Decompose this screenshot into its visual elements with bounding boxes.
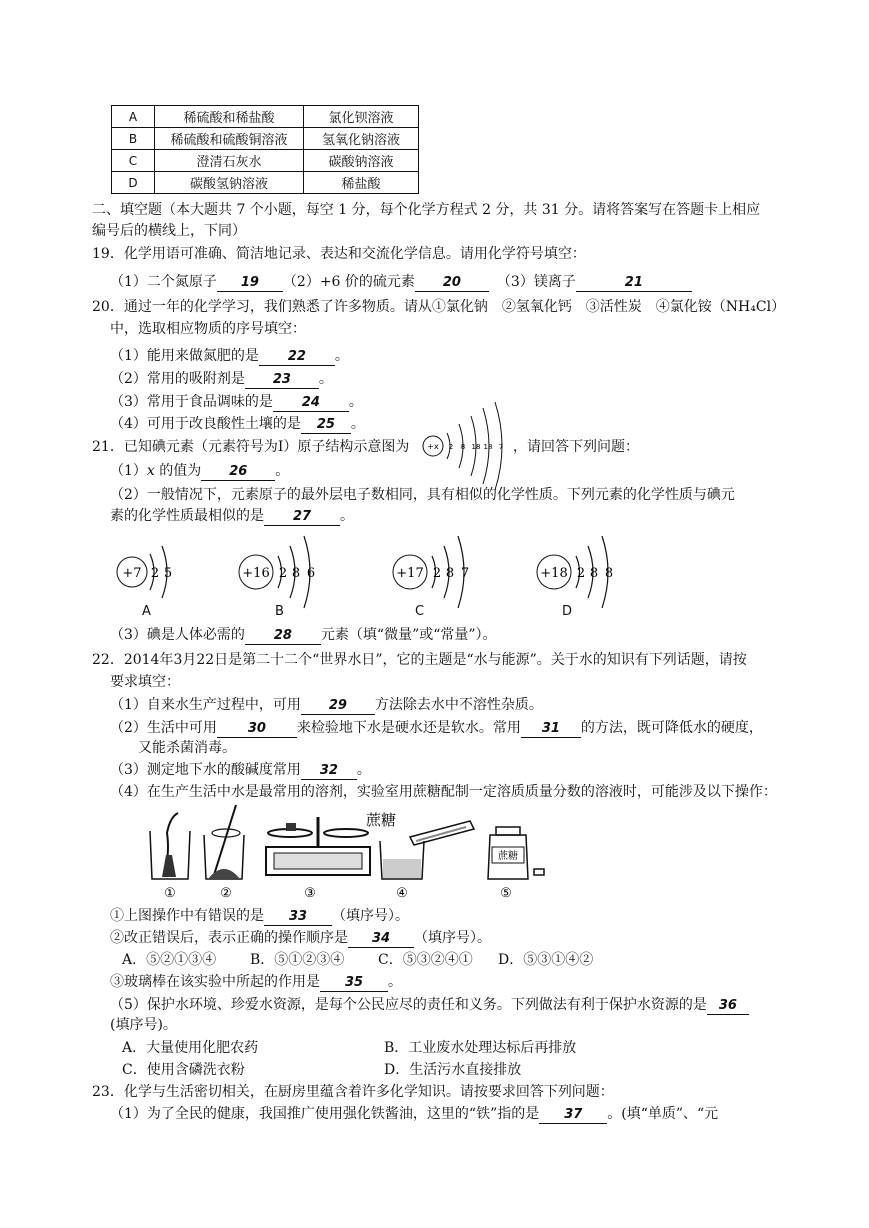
answer-blank-28[interactable]: 28 (245, 628, 321, 645)
operation-3-balance (266, 811, 396, 901)
iodine-shell-3: 18 (471, 443, 481, 451)
shell-d-1: 2 (576, 566, 586, 581)
q22-sub5-prefix: （5）保护水环境、珍爱水资源，是每个公民应尽的责任和义务。下列做法有利于保护水资源的是 (110, 997, 707, 1013)
period: 。 (388, 974, 402, 990)
fig-label-4: ④ (396, 886, 408, 901)
shell-c-2: 8 (445, 566, 455, 581)
q19-part3: （3）镁离子 (496, 274, 576, 290)
fig-label-5: ⑤ (500, 886, 512, 901)
choice-b: B．⑤①②③④ (250, 952, 345, 968)
q22-sub1 (110, 695, 543, 715)
answer-blank-35[interactable]: 35 (320, 975, 388, 992)
q21-sub2b-text: 素的化学性质最相似的是 (110, 508, 264, 524)
q21-stem-b: ，请回答下列问题： (513, 439, 639, 455)
answer-blank-25[interactable]: 25 (301, 417, 351, 434)
operation-2-dissolve (204, 805, 244, 901)
q22-item2-suffix: （填序号）。 (414, 930, 491, 946)
answer-blank-32[interactable]: 32 (301, 763, 357, 780)
nucleus-d: +18 (540, 566, 568, 581)
period: 。 (318, 371, 333, 387)
q20-stem1: 20．通过一年的化学学习，我们熟悉了许多物质。请从①氯化钠 ②氢氧化钙 ③活性炭 ④氯化铵（NH₄Cl） (92, 299, 786, 315)
q20-stem2: 中，选取相应物质的序号填空： (110, 321, 306, 337)
q22-sub2 (110, 718, 763, 738)
q21-sub3-prefix: （3）碘是人体必需的 (110, 627, 245, 643)
q22-sub1-prefix: （1）自来水生产过程中，可用 (110, 697, 301, 713)
shell-a-1: 2 (150, 566, 160, 581)
answer-blank-37[interactable]: 37 (539, 1107, 607, 1124)
q22-item2-prefix: ②改正错误后，表示正确的操作顺序是 (110, 930, 348, 946)
iodine-shell-5: 7 (498, 443, 504, 451)
q20-sub2 (110, 369, 333, 389)
iodine-shell-1: 2 (448, 443, 454, 451)
q22-sub5-cont: (填序号)。 (110, 1017, 177, 1033)
q21-sub3 (110, 625, 497, 645)
q22-item2 (110, 928, 491, 948)
shell-d-3: 8 (604, 566, 614, 581)
jar-label: 蔗糖 (498, 851, 518, 862)
q23-sub1 (110, 1104, 718, 1124)
q21-sub1 (110, 461, 289, 481)
shell-b-3: 6 (306, 566, 316, 581)
q23-sub1-prefix: （1）为了全民的健康，我国推广使用强化铁酱油，这里的“铁”指的是 (110, 1106, 540, 1122)
q23-sub1-suffix: 。(填“单质”、“元 (607, 1106, 719, 1122)
q22-sub3 (110, 760, 371, 780)
answer-blank-31[interactable]: 31 (521, 721, 581, 738)
q22-opts-row1 (122, 1038, 576, 1058)
opt5-b: B．工业废水处理达标后再排放 (384, 1040, 577, 1056)
fig-label-1: ① (164, 886, 176, 901)
answer-blank-23[interactable]: 23 (245, 372, 319, 389)
q22-sub5 (110, 995, 749, 1015)
opt5-a: A．大量使用化肥农药 (122, 1040, 259, 1056)
option-a: 稀硫酸和稀盐酸 (155, 106, 304, 128)
q22-item1-prefix: ①上图操作中有错误的是 (110, 908, 264, 924)
table-row (112, 106, 419, 128)
table-row (112, 172, 419, 194)
option-key: A (112, 106, 155, 128)
q22-sub2-mid: 来检验地下水是硬水还是软水。常用 (296, 720, 521, 736)
q20-sub4-text: （4）可用于改良酸性土壤的是 (110, 416, 301, 432)
q22-item3 (110, 972, 402, 992)
nucleus-b: +16 (242, 566, 270, 581)
answer-blank-19[interactable]: 19 (217, 275, 283, 292)
q19-parts (110, 272, 692, 292)
iodine-nucleus: +x (427, 442, 439, 451)
option-table (111, 105, 419, 194)
nucleus-a: +7 (122, 566, 142, 581)
variable-x: x (146, 463, 155, 479)
q20-sub3-text: （3）常用于食品调味的是 (110, 394, 273, 410)
table-row (112, 128, 419, 150)
option-b: 稀盐酸 (304, 172, 419, 194)
option-a: 澄清石灰水 (155, 150, 304, 172)
q19-part2: （2）+6 价的硫元素 (282, 274, 415, 290)
shell-a-2: 5 (163, 566, 173, 581)
atom-diagram-a (112, 534, 192, 618)
q22-stem1: 22．2014年3月22日是第二十二个“世界水日”，它的主题是“水与能源”。关于水的知识有下列话题，请按 (92, 652, 747, 668)
q21-sub1-prefix: （1） (110, 463, 147, 479)
answer-blank-30[interactable]: 30 (217, 721, 297, 738)
q22-sub2-prefix: （2）生活中可用 (110, 720, 217, 736)
q21-sub2b (110, 506, 354, 526)
q19-stem: 19．化学用语可准确、简洁地记录、表达和交流化学信息。请用化学符号填空： (92, 246, 586, 262)
atom-label-a: A (142, 604, 151, 619)
option-a: 稀硫酸和硫酸铜溶液 (155, 128, 304, 150)
choice-a: A．⑤②①③④ (122, 952, 217, 968)
fig-label-3: ③ (304, 886, 316, 901)
sugar-label: 蔗糖 (366, 811, 397, 829)
q23-stem: 23．化学与生活密切相关，在厨房里蕴含着许多化学知识。请按要求回答下列问题： (92, 1084, 614, 1100)
iodine-atom-diagram (421, 400, 513, 494)
operation-1-beaker (150, 813, 190, 901)
q22-sub2-cont: 又能杀菌消毒。 (138, 740, 236, 756)
q20-sub2-text: （2）常用的吸附剂是 (110, 371, 245, 387)
q22-sub1-suffix: 方法除去水中不溶性杂质。 (374, 697, 543, 713)
option-key: B (112, 128, 155, 150)
opt5-c: C．使用含磷洗衣粉 (122, 1062, 245, 1078)
shell-c-1: 2 (432, 566, 442, 581)
answer-blank-24[interactable]: 24 (273, 395, 349, 412)
table-row (112, 150, 419, 172)
answer-blank-34[interactable]: 34 (348, 931, 414, 948)
period: 。 (350, 416, 365, 432)
fig-label-2: ② (220, 886, 232, 901)
q20-sub3 (110, 392, 363, 412)
option-key: C (112, 150, 155, 172)
choice-c: C．⑤③②④① (378, 952, 473, 968)
lab-operations-figure (140, 803, 560, 907)
period: 。 (275, 463, 290, 479)
atom-diagram-b (234, 524, 334, 618)
answer-blank-33[interactable]: 33 (264, 909, 332, 926)
shell-d-2: 8 (589, 566, 599, 581)
q21-sub1-text: 的值为 (154, 463, 202, 479)
section-header-line2: 编号后的横线上，下同） (92, 223, 246, 239)
choice-d: D．⑤③①④② (498, 952, 594, 968)
answer-blank-26[interactable]: 26 (201, 464, 275, 481)
q22-item1-suffix: （填序号）。 (332, 908, 409, 924)
q22-sub3-prefix: （3）测定地下水的酸碱度常用 (110, 762, 301, 778)
q21-stem-a: 21．已知碘元素（元素符号为I）原子结构示意图为 (92, 439, 410, 455)
answer-blank-22[interactable]: 22 (259, 349, 335, 366)
shell-c-3: 7 (460, 566, 470, 581)
answer-blank-36[interactable]: 36 (707, 998, 749, 1015)
operation-4-pour-water (380, 821, 474, 901)
atom-diagram-c (388, 524, 488, 618)
option-b: 氢氧化钠溶液 (304, 128, 419, 150)
section-header-line1: 二、填空题（本大题共 7 个小题，每空 1 分，每个化学方程式 2 分，共 31 分。请将答案写在答题卡上相应 (92, 202, 761, 218)
q22-stem2: 要求填空： (110, 674, 180, 690)
period: 。 (334, 348, 349, 364)
atom-label-d: D (562, 604, 573, 619)
iodine-shell-4: 18 (483, 443, 493, 451)
period: 。 (340, 508, 354, 524)
q19-part1: （1）二个氮原子 (110, 274, 217, 290)
q22-opts-row2 (122, 1060, 521, 1080)
q21-sub3-suffix: 元素（填“微量”或“常量”）。 (320, 627, 497, 643)
atom-label-c: C (415, 604, 425, 619)
q20-sub1 (110, 346, 349, 366)
shell-b-2: 8 (291, 566, 301, 581)
q22-item1 (110, 906, 409, 926)
opt5-d: D．生活污水直接排放 (384, 1062, 522, 1078)
answer-blank-27[interactable]: 27 (264, 509, 340, 526)
option-a: 碳酸氢钠溶液 (155, 172, 304, 194)
iodine-shell-2: 8 (460, 443, 466, 451)
atom-label-b: B (275, 604, 284, 619)
option-key: D (112, 172, 155, 194)
operation-5-sugar-jar (488, 827, 544, 901)
q20-sub1-text: （1）能用来做氮肥的是 (110, 348, 259, 364)
atom-diagram-d (532, 524, 632, 618)
nucleus-c: +17 (396, 566, 424, 581)
q22-sub4: （4）在生产生活中水是最常用的溶剂，实验室用蔗糖配制一定溶质质量分数的溶液时，可能涉及以下操作： (110, 784, 777, 800)
q22-sub2-suffix: 的方法，既可降低水的硬度， (580, 720, 763, 736)
shell-b-1: 2 (278, 566, 288, 581)
period: 。 (356, 762, 371, 778)
answer-blank-29[interactable]: 29 (301, 698, 375, 715)
q22-choices (122, 950, 593, 970)
answer-blank-20[interactable]: 20 (415, 275, 489, 292)
answer-blank-21[interactable]: 21 (576, 275, 692, 292)
q22-item3-prefix: ③玻璃棒在该实验中所起的作用是 (110, 974, 320, 990)
q21-sub2a: （2）一般情况下，元素原子的最外层电子数相同，具有相似的化学性质。下列元素的化学性质与碘元 (110, 487, 735, 503)
period: 。 (348, 394, 363, 410)
option-b: 碳酸钠溶液 (304, 150, 419, 172)
option-b: 氯化钡溶液 (304, 106, 419, 128)
q20-sub4 (110, 414, 365, 434)
